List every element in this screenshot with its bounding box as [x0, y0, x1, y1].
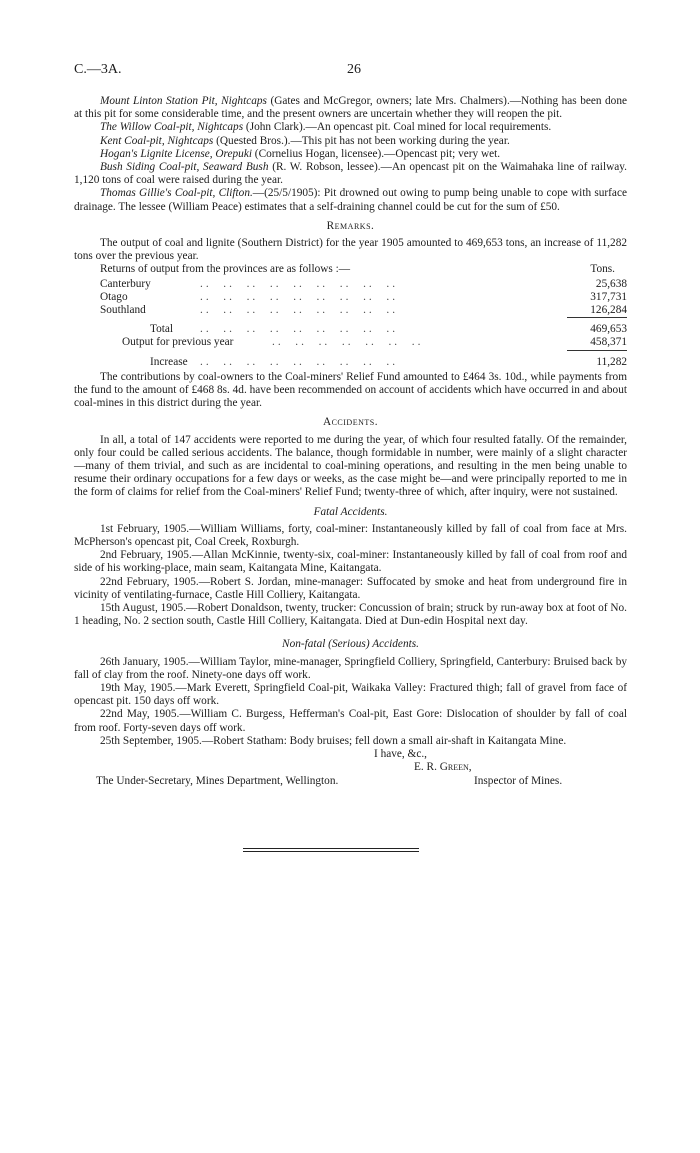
table-row-previous: Output for previous year .. .. .. .. .. .. .. 458,371 [122, 336, 627, 349]
contributions-paragraph: The contributions by coal-owners to the Coal-miners' Relief Fund amounted to £464 3s. 10d., while payments from the fund to the amount of £468 8s. 4d. have been recommended on account of accidents which have occurred in and about coal-mines in this district during the year. [74, 370, 627, 410]
signatory-name: E. R. Green, [414, 761, 472, 774]
nonfatal-accident-entry: 19th May, 1905.—Mark Everett, Springfield Coal-pit, Waikaka Valley: Fractured thigh; fall of gravel from face of opencast pit. 150 days off work. [74, 682, 627, 708]
table-row: Otago .. .. .. .. .. .. .. .. .. 317,731 [100, 290, 627, 303]
page-number: 26 [347, 62, 361, 77]
mine-entry: Hogan's Lignite License, Orepuki (Cornelius Hogan, licensee).—Opencast pit; very wet. [100, 147, 501, 160]
nonfatal-accident-entry: 26th January, 1905.—William Taylor, mine-manager, Springfield Colliery, Springfield, Canterbury: Bruised back by fall of clay from the roof. Ninety-one days off work. [74, 655, 627, 681]
returns-line: Returns of output from the provinces are as follows :— Tons. [100, 263, 615, 276]
fatal-accident-entry: 1st February, 1905.—William Williams, forty, coal-miner: Instantaneously killed by fall of coal from face at Mrs. McPherson's opencast pit, Coal Creek, Roxburgh. [74, 522, 627, 548]
mine-entry: Kent Coal-pit, Nightcaps (Quested Bros.).—This pit has not been working during the year. [100, 134, 510, 147]
page-body [74, 95, 627, 788]
mine-entry: The Willow Coal-pit, Nightcaps (John Clark).—An opencast pit. Coal mined for local requirements. [100, 121, 552, 134]
closing: I have, &c., [374, 748, 428, 761]
accidents-paragraph: In all, a total of 147 accidents were reported to me during the year, of which four resulted fatally. Of the remainder, only four could be called serious accidents. The balance, though formidable in number, were mainly of a slight character—many of them trivial, and such as are incidental to coal-mining operations, and resulting in the men being unable to resume their ordinary occupations for a few days or weeks, as the case might be—and were principally reported to me in the form of claims for relief from the Coal-miners' Relief Fund; twenty-three of which, after inquiry, were not sustained. [74, 433, 627, 499]
nonfatal-accidents-heading: Non-fatal (Serious) Accidents. [282, 638, 419, 651]
table-row-increase: Increase .. .. .. .. .. .. .. .. .. 11,282 [150, 355, 627, 368]
output-table [100, 278, 627, 369]
fatal-accident-entry: 2nd February, 1905.—Allan McKinnie, twenty-six, coal-miner: Instantaneously killed by fall of coal from roof and side of his working-place, main seam, Kaitangata Mine, Kaitangata. [74, 549, 627, 575]
table-row: Canterbury .. .. .. .. .. .. .. .. .. 25,638 [100, 277, 627, 290]
mine-entry: Bush Siding Coal-pit, Seaward Bush (R. W. Robson, lessee).—An opencast pit on the Waimahaka line of railway. 1,120 tons of coal were raised during the year. [74, 161, 627, 187]
signatory-title: Inspector of Mines. [474, 775, 563, 788]
end-rule [243, 848, 419, 854]
signature-block [74, 748, 627, 788]
mine-entry: Mount Linton Station Pit, Nightcaps (Gates and McGregor, owners; late Mrs. Chalmers).—Nothing has been done at this pit for some considerable time, and the present owners are uncertain whether they will reopen the pit. [74, 95, 627, 121]
fatal-accident-entry: 22nd February, 1905.—Robert S. Jordan, mine-manager: Suffocated by smoke and heat from underground fire in vicinity of ventilating-furnace, Castle Hill Colliery, Kaitangata. [74, 575, 627, 601]
table-row: Southland .. .. .. .. .. .. .. .. .. 126,284 [100, 304, 627, 317]
remarks-intro: The output of coal and lignite (Southern District) for the year 1905 amounted to 469,653 tons, an increase of 11,282 tons over the previous year. [74, 237, 627, 263]
report-code: C.—3A. [74, 62, 122, 77]
nonfatal-accident-entry: 25th September, 1905.—Robert Statham: Body bruises; fell down a small air-shaft in Kaitangata Mine. [100, 734, 567, 747]
table-row-total: Total .. .. .. .. .. .. .. .. .. 469,653 [150, 323, 627, 336]
mine-entry: Thomas Gillie's Coal-pit, Clifton.—(25/5/1905): Pit drowned out owing to pump being unable to cope with surface drainage. The lessee (William Peace) estimates that a self-draining channel could be cut for the sum of £50. [74, 187, 627, 213]
tons-header: Tons. [590, 263, 615, 276]
nonfatal-accident-entry: 22nd May, 1905.—William C. Burgess, Hefferman's Coal-pit, East Gore: Dislocation of shoulder by fall of coal from roof. Forty-seven days off work. [74, 708, 627, 734]
addressee: The Under-Secretary, Mines Department, Wellington. [96, 775, 339, 788]
fatal-accident-entry: 15th August, 1905.—Robert Donaldson, twenty, trucker: Concussion of brain; struck by run-away box at foot of No. 1 heading, No. 2 section south, Castle Hill Colliery, Kaitangata. Died at Dun-edin Hospital next day. [74, 602, 627, 628]
accidents-heading: Accidents. [322, 416, 379, 429]
page-header [74, 62, 634, 82]
remarks-heading: Remarks. [326, 219, 375, 232]
fatal-accidents-heading: Fatal Accidents. [313, 505, 388, 518]
sum-rule [567, 317, 627, 318]
sum-rule [567, 350, 627, 351]
